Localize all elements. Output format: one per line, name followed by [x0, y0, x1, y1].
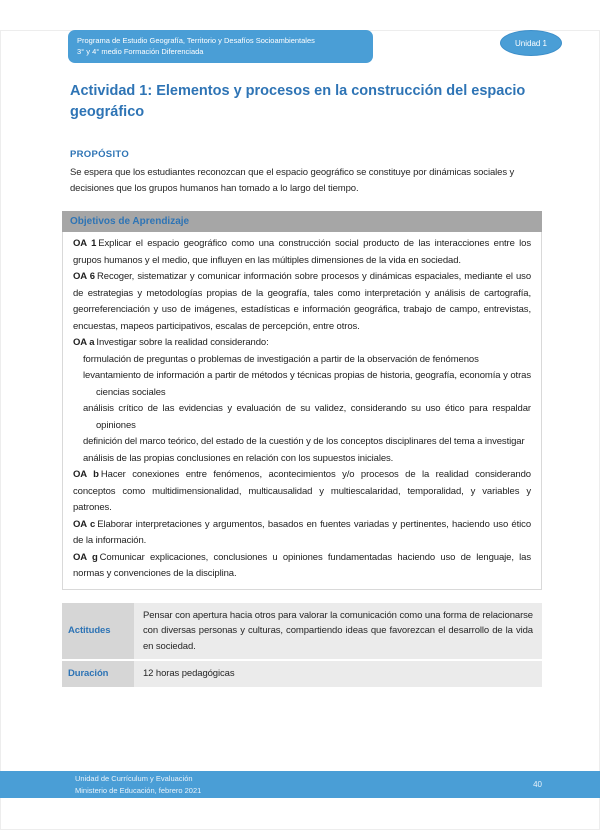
oa-subitem: levantamiento de información a partir de métodos y técnicas propias de historia, geografía, economía y otras ciencias sociales [83, 370, 531, 398]
oa-text: Comunicar explicaciones, conclusiones u opiniones fundamentadas haciendo uso de lenguaje, las normas y convenciones de la disciplina. [73, 551, 531, 579]
activity-title: Actividad 1: Elementos y procesos en la construcción del espacio geográfico [70, 82, 526, 121]
page-footer [0, 771, 600, 798]
oa-subitem: formulación de preguntas o problemas de investigación a partir de la observación de fenómenos [83, 353, 479, 365]
oa-text: Elaborar interpretaciones y argumentos, basados en fuentes variadas y pertinentes, haciendo uso ético de la información. [73, 518, 532, 546]
oa-text: Investigar sobre la realidad considerando: [96, 337, 269, 348]
objetivos-box [62, 232, 542, 590]
proposito-heading: PROPÓSITO [70, 149, 130, 160]
objetivos-section [62, 211, 542, 590]
table-row [62, 603, 542, 660]
oa-item [73, 517, 531, 550]
oa-text: Recoger, sistematizar y comunicar información sobre procesos y dinámicas espaciales, mediante el uso de estrategias y metodologías propias de la geografía, tales como interpretación y análisis de cartografía, georreferenciación y uso de imágenes, estadísticas e información geográfica, trabajo de campo, entrevistas, encuestas, mapeos participativos, escalas de percepción, entre otros. [73, 271, 532, 332]
oa-item [73, 269, 531, 335]
page-header [68, 30, 562, 63]
oa-item [73, 467, 531, 517]
oa-code: OA c [73, 518, 96, 530]
proposito-text: Se espera que los estudiantes reconozcan que el espacio geográfico se constituye por dinámicas sociales y decisiones que los grupos humanos han tomado a lo largo del tiempo. [70, 167, 515, 194]
footer-credits [0, 773, 201, 796]
oa-code: OA a [73, 337, 95, 348]
actitudes-value: Pensar con apertura hacia otros para valorar la comunicación como una forma de relacionarse con diversas personas y culturas, compartiendo ideas que favorezcan el desarrollo de la vida en sociedad. [134, 603, 542, 660]
oa-code: OA 6 [73, 271, 95, 282]
program-title-box [68, 30, 373, 63]
footer-line1: Unidad de Currículum y Evaluación [75, 773, 193, 783]
actitudes-label: Actitudes [62, 603, 134, 660]
page-number: 40 [533, 780, 542, 789]
oa-item [73, 335, 531, 352]
oa-item [73, 236, 531, 269]
oa-subitem: definición del marco teórico, del estado de la cuestión y de los conceptos disciplinares del tema a investigar [83, 436, 525, 447]
oa-subitem: análisis de las propias conclusiones en relación con los supuestos iniciales. [83, 452, 394, 464]
program-title-line1: Programa de Estudio Geografía, Territorio y Desafíos Socioambientales [77, 36, 315, 45]
oa-code: OA g [73, 551, 98, 563]
program-title-line2: 3° y 4° medio Formación Diferenciada [77, 47, 204, 57]
oa-code: OA 1 [73, 238, 97, 249]
oa-subitem: análisis crítico de las evidencias y evaluación de su validez, considerando su uso ético para respaldar opiniones [83, 403, 531, 431]
table-row [62, 661, 542, 687]
oa-code: OA b [73, 469, 99, 480]
oa-text: Hacer conexiones entre fenómenos, acontecimientos y/o procesos de la realidad considerando conceptos como multidimensionalidad, multicausalidad y multiescalaridad, temporalidad, y variables y patrones. [73, 469, 531, 513]
oa-item [73, 550, 531, 583]
unit-badge: Unidad 1 [500, 30, 562, 56]
duracion-label: Duración [62, 661, 134, 687]
objetivos-heading: Objetivos de Aprendizaje [62, 211, 542, 232]
oa-text: Explicar el espacio geográfico como una construcción social producto de las interacciones entre los grupos humanos y el medio, que influyen en las múltiples dimensiones de la vida en sociedad. [73, 238, 532, 266]
info-table [62, 603, 542, 687]
footer-line2: Ministerio de Educación, febrero 2021 [75, 785, 202, 795]
duracion-value: 12 horas pedagógicas [134, 661, 542, 687]
